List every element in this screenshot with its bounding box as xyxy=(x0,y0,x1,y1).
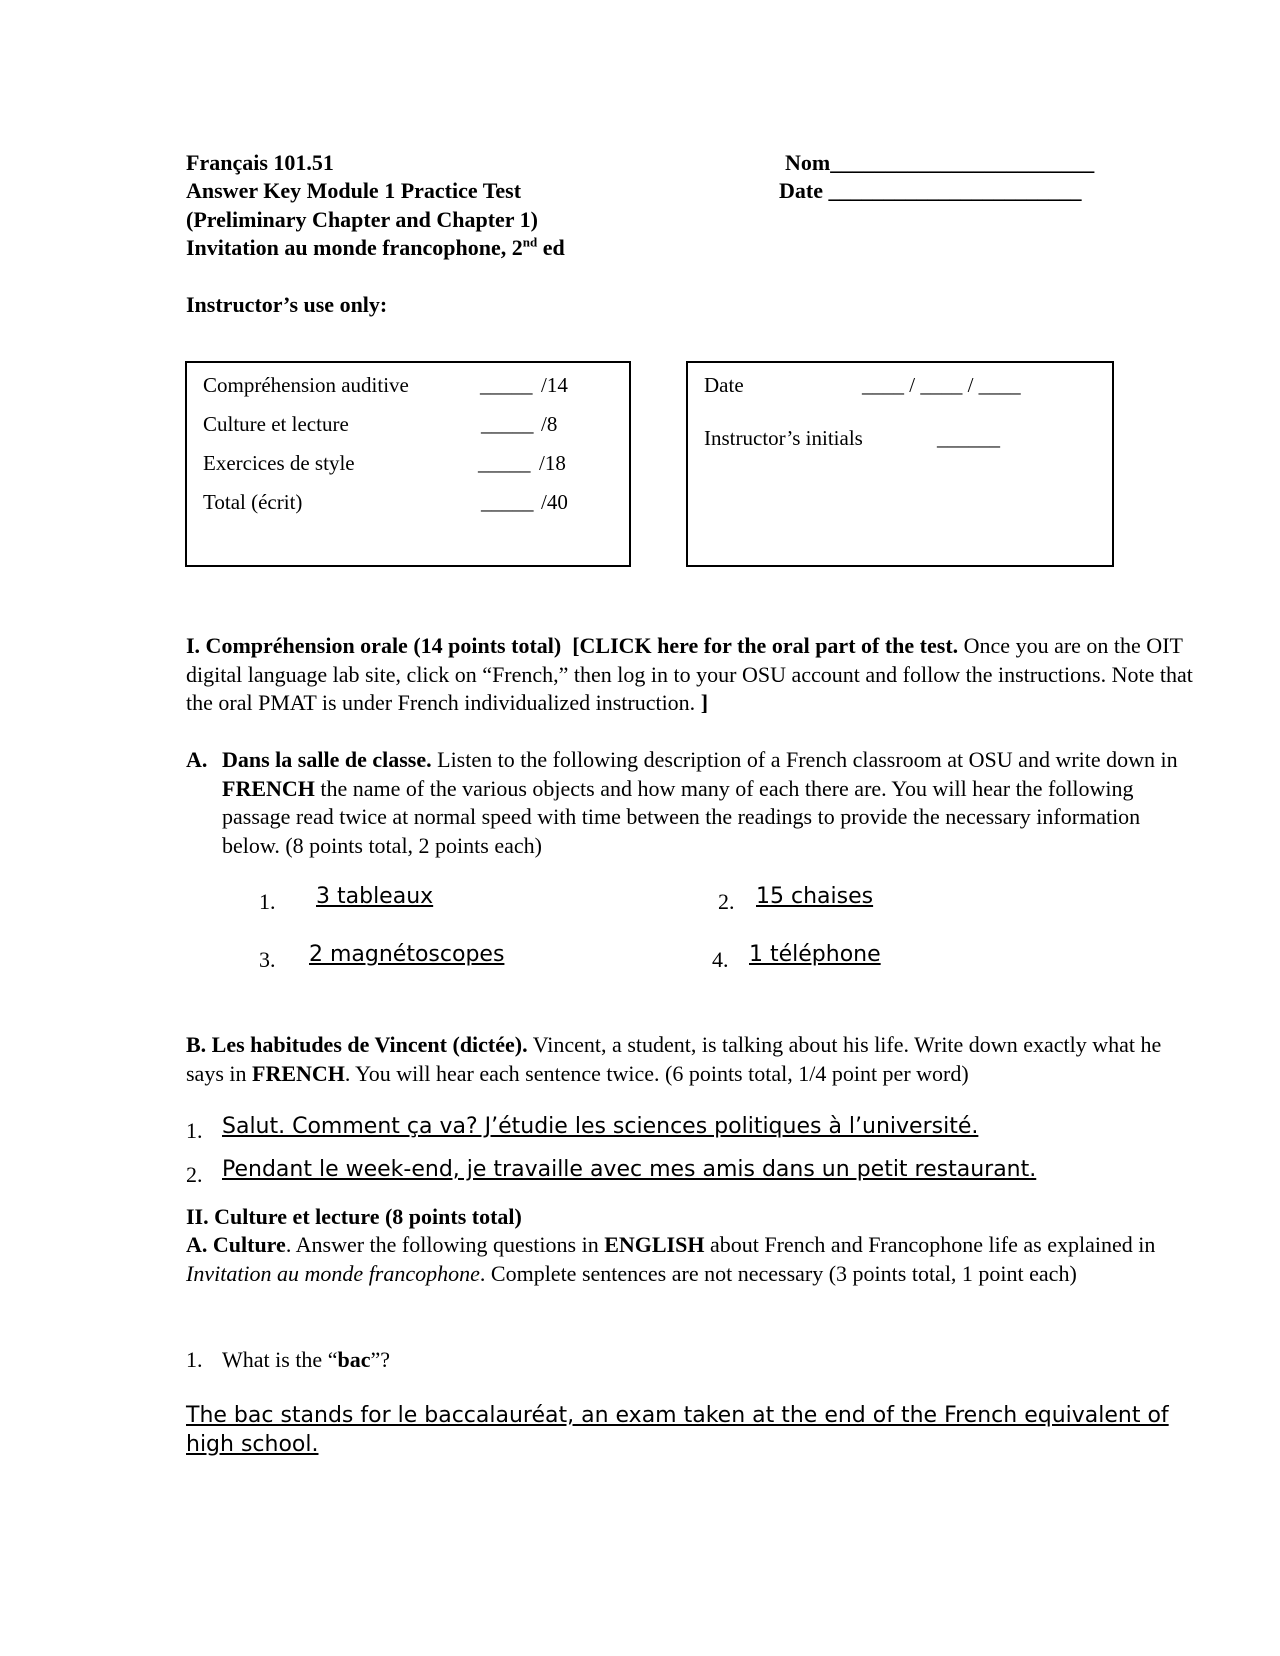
section-2-instructions: A. Culture. Answer the following questions in ENGLISH about French and Francophone life as explained in Invitation au monde francophone. Complete sentences are not necessary (3 points total, 1 point each) xyxy=(186,1232,1156,1286)
dictation-number: 2. xyxy=(186,1162,203,1187)
textbook-line: Invitation au monde francophone, 2nd ed xyxy=(186,234,565,260)
score-points: /8 xyxy=(541,412,558,436)
score-blank[interactable]: _____ xyxy=(478,451,531,475)
score-label: Exercices de style xyxy=(203,451,355,475)
score-points: /18 xyxy=(539,451,566,475)
instructor-initials-blank[interactable]: ______ xyxy=(937,426,1000,450)
answer-number: 2. xyxy=(718,889,735,914)
score-blank[interactable]: _____ xyxy=(481,490,534,514)
nom-field[interactable]: Nom________________________ xyxy=(785,150,1095,175)
score-label: Culture et lecture xyxy=(203,412,349,436)
score-label: Total (écrit) xyxy=(203,490,303,514)
question-text: What is the “bac”? xyxy=(222,1347,390,1372)
instructor-box xyxy=(686,361,1114,567)
score-points: /40 xyxy=(541,490,568,514)
score-box xyxy=(185,361,631,567)
dictation-number: 1. xyxy=(186,1118,203,1143)
question-number: 1. xyxy=(186,1347,203,1372)
answer-number: 3. xyxy=(259,947,276,972)
part-a-instructions: Dans la salle de classe. Listen to the following description of a French classroom at OSU and write down in FRENCH the name of the various objects and how many of each there are. You will hear the following passage read twice at normal speed with time between the readings to provide the necessary information below. (8 points total, 2 points each) xyxy=(222,747,1178,858)
part-b-heading: B. Les habitudes de Vincent (dictée). xyxy=(186,1032,528,1057)
part-a-heading: Dans la salle de classe. xyxy=(222,747,432,772)
part-b-instructions: B. Les habitudes de Vincent (dictée). Vincent, a student, is talking about his life. Write down exactly what he says in FRENCH. You will hear each sentence twice. (6 points total, 1/4 point per word) xyxy=(186,1032,1162,1086)
instructor-use-heading: Instructor’s use only: xyxy=(186,292,388,317)
section-2-heading: II. Culture et lecture (8 points total) xyxy=(186,1204,522,1229)
dictation-answer: Pendant le week-end, je travaille avec mes amis dans un petit restaurant. xyxy=(222,1157,1037,1182)
score-label: Compréhension auditive xyxy=(203,373,409,397)
answer-number: 1. xyxy=(259,889,276,914)
oral-test-link[interactable]: [CLICK here for the oral part of the test. xyxy=(572,633,959,658)
test-title: Answer Key Module 1 Practice Test xyxy=(186,178,522,203)
course-title: Français 101.51 xyxy=(186,150,334,175)
score-blank[interactable]: _____ xyxy=(480,373,533,397)
date-field[interactable]: Date _______________________ xyxy=(779,178,1082,203)
answer-text: 3 tableaux xyxy=(316,884,434,909)
score-blank[interactable]: _____ xyxy=(481,412,534,436)
answer-text: 2 magnétoscopes xyxy=(309,942,505,967)
answer-text: 1 téléphone xyxy=(749,942,881,967)
chapters-line: (Preliminary Chapter and Chapter 1) xyxy=(186,207,538,232)
dictation-answer: Salut. Comment ça va? J’étudie les sciences politiques à l’université. xyxy=(222,1114,979,1139)
instructor-date-blanks[interactable]: ____ / ____ / ____ xyxy=(862,373,1021,397)
instructor-initials-label: Instructor’s initials xyxy=(704,426,863,450)
question-answer: The bac stands for le baccalauréat, an exam taken at the end of the French equivalent of high school. xyxy=(186,1403,1169,1457)
instructor-date-label: Date xyxy=(704,373,744,397)
culture-heading: A. Culture xyxy=(186,1232,286,1257)
answer-number: 4. xyxy=(712,947,729,972)
answer-text: 15 chaises xyxy=(756,884,874,909)
section-1-paragraph: I. Compréhension orale (14 points total) [CLICK here for the oral part of the test. Once you are on the OIT digital language lab site, click on “French,” then log in to your OSU account and follow the instructions. Note that the oral PMAT is under French individualized instruction. ] xyxy=(186,633,1193,715)
part-a-letter: A. xyxy=(186,747,208,772)
score-points: /14 xyxy=(541,373,568,397)
section-1-heading: I. Compréhension orale (14 points total) xyxy=(186,633,562,658)
